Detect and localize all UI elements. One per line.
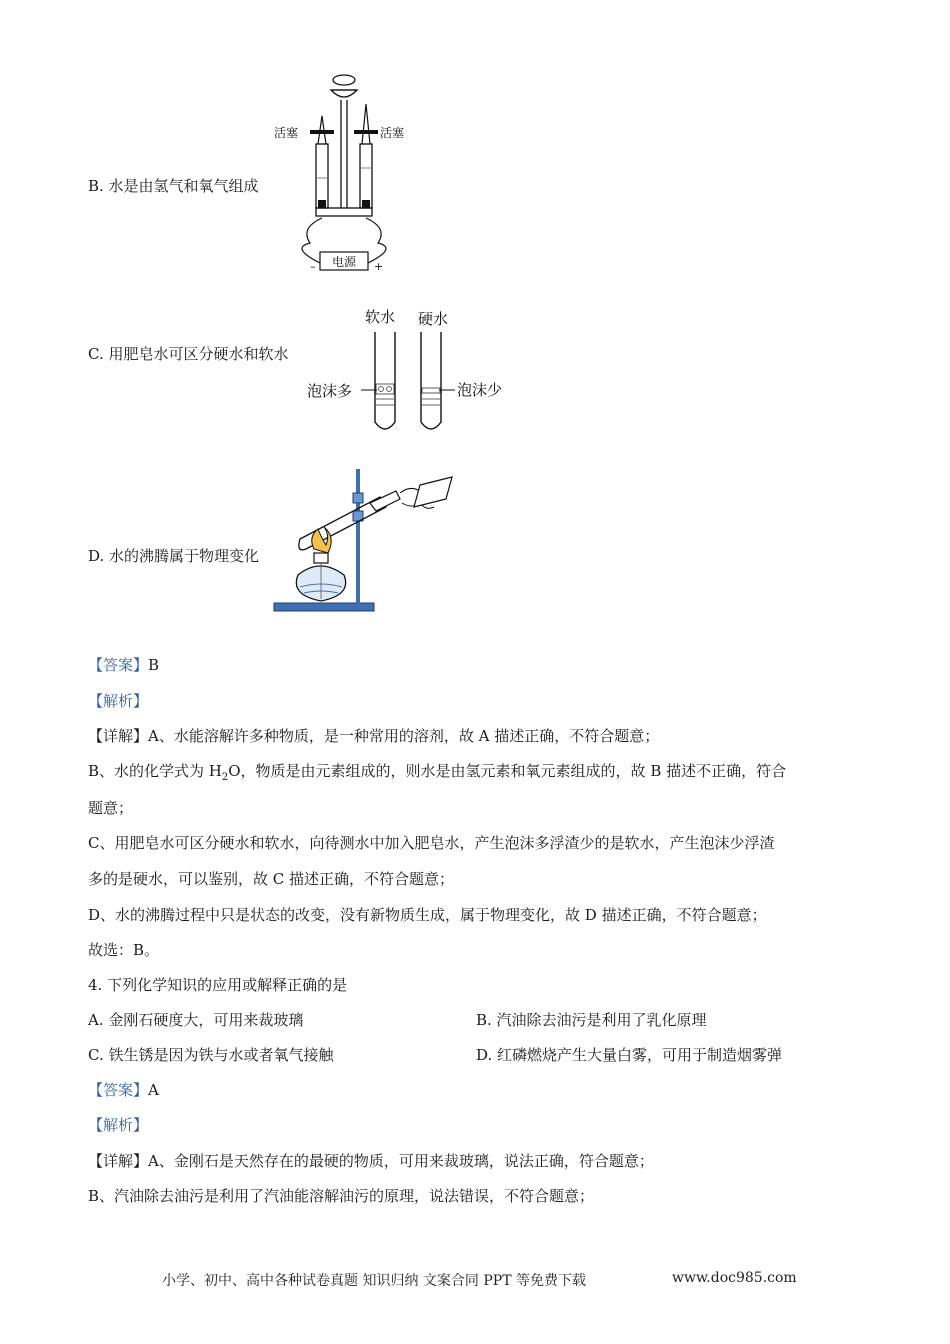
q3-detail-line-2 [88, 761, 786, 788]
detail-text: O，物质是由元素组成的，则水是由氢元素和氧元素组成的，故 B 描述不正确，符合 [228, 762, 787, 780]
analysis-tag: 【解析】 [88, 692, 149, 710]
q3-detail-line-7: 故选：B。 [88, 941, 160, 959]
q4-stem: 4. 下列化学知识的应用或解释正确的是 [88, 976, 348, 994]
q4-detail-line-2: B、汽油除去油污是利用了汽油能溶解油污的原理，说法错误，不符合题意； [88, 1187, 595, 1205]
q3-detail-line-3: 题意； [88, 799, 134, 817]
detail-text: A、水能溶解许多种物质，是一种常用的溶剂，故 A 描述正确，不符合题意； [148, 727, 660, 745]
answer-tag: 【答案】 [88, 656, 149, 674]
q3-answer-line [88, 655, 159, 675]
detail-text: B、水的化学式为 H [88, 762, 222, 780]
stopcock-right-label: 活塞 [380, 126, 405, 140]
option-d-text: D. 水的沸腾属于物理变化 [88, 547, 260, 565]
q4-option-c: C. 铁生锈是因为铁与水或者氧气接触 [88, 1046, 334, 1064]
answer-tag: 【答案】 [88, 1081, 149, 1099]
soft-water-label: 软水 [365, 308, 396, 326]
much-foam-label: 泡沫多 [307, 382, 353, 400]
footer-text: 小学、初中、高中各种试卷真题 知识归纳 文案合同 PPT 等免费下载 [162, 1273, 586, 1289]
option-b-text: B. 水是由氢气和氧气组成 [88, 177, 259, 195]
detail-text: A、金刚石是天然存在的最硬的物质，可用来裁玻璃，说法正确，符合题意； [148, 1152, 654, 1170]
q3-detail-line-5: 多的是硬水，可以鉴别，故 C 描述正确，不符合题意； [88, 870, 455, 888]
minus-sign: – [310, 260, 316, 273]
q4-answer-line [88, 1080, 159, 1100]
stopcock-left-label: 活塞 [274, 126, 299, 140]
answer-value: B [148, 656, 160, 674]
option-c-text: C. 用肥皂水可区分硬水和软水 [88, 345, 289, 363]
detail-tag: 【详解】 [88, 1152, 149, 1170]
footer-link[interactable]: www.doc985.com [672, 1270, 797, 1286]
answer-value: A [148, 1081, 159, 1099]
little-foam-label: 泡沫少 [457, 381, 503, 399]
q4-detail-line-1 [88, 1151, 654, 1171]
q3-detail-line-4: C、用肥皂水可区分硬水和软水，向待测水中加入肥皂水，产生泡沫多浮渣少的是软水，产生泡沫少浮渣 [88, 834, 775, 852]
subscript: 2 [221, 772, 229, 783]
analysis-tag: 【解析】 [88, 1116, 149, 1134]
q4-option-b: B. 汽油除去油污是利用了乳化原理 [476, 1011, 707, 1029]
q4-option-d: D. 红磷燃烧产生大量白雾，可用于制造烟雾弹 [476, 1046, 783, 1064]
soap-water-test-figure [305, 306, 520, 436]
q3-detail-line-6: D、水的沸腾过程中只是状态的改变，没有新物质生成，属于物理变化，故 D 描述正确，不符合题意； [88, 906, 767, 924]
power-source-label: 电源 [331, 255, 357, 269]
plus-sign: + [374, 260, 384, 273]
q4-option-a: A. 金刚石硬度大，可用来裁玻璃 [88, 1011, 304, 1029]
boiling-water-apparatus-figure [270, 463, 460, 615]
q3-detail-line-1 [88, 726, 659, 746]
electrolysis-apparatus-figure [270, 68, 420, 276]
hard-water-label: 硬水 [418, 310, 449, 328]
detail-tag: 【详解】 [88, 727, 149, 745]
